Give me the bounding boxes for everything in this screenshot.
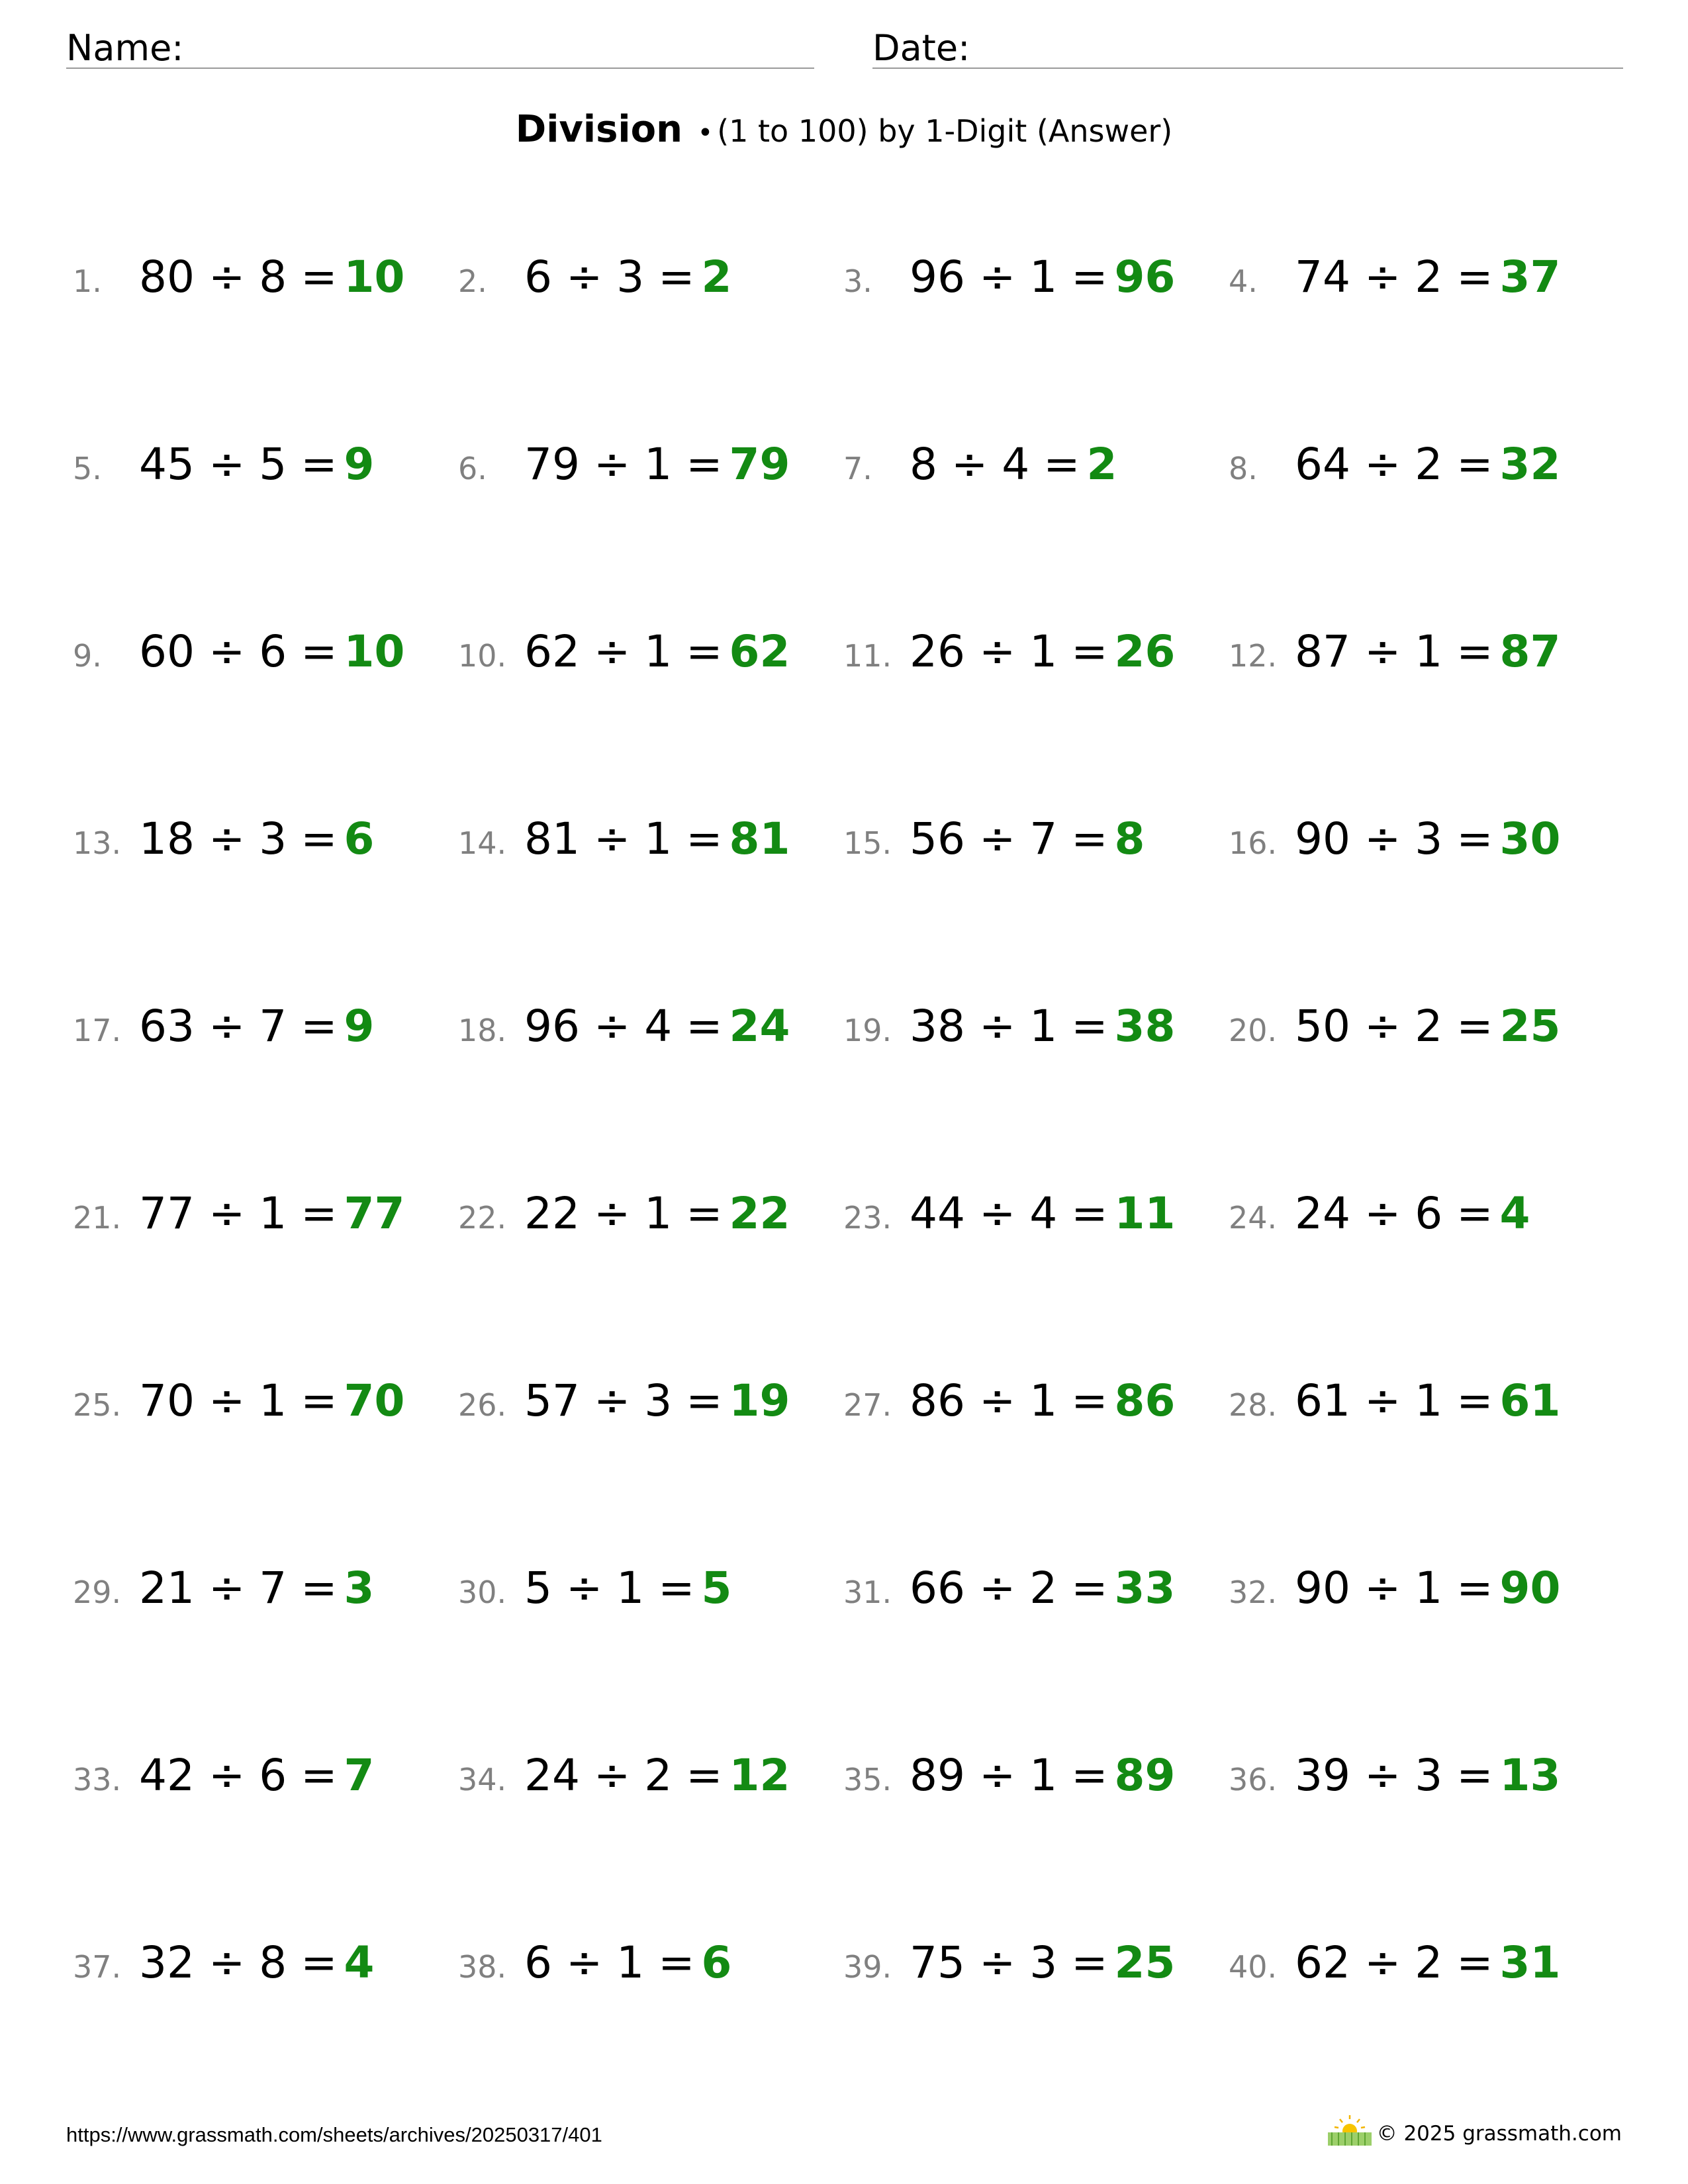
problem-answer: 9 [344,439,375,490]
problem-answer: 9 [344,1001,375,1052]
problem-answer: 31 [1499,1937,1561,1988]
problem-number: 30. [458,1574,507,1610]
problem-answer: 5 [701,1563,732,1614]
problem-answer: 4 [1499,1188,1530,1239]
problem-expression: 89 ÷ 1 = [910,1750,1108,1801]
problem-answer: 89 [1114,1750,1176,1801]
problem-expression: 62 ÷ 2 = [1295,1937,1493,1988]
problem-expression: 77 ÷ 1 = [139,1188,338,1239]
problem-item [843,1188,1227,1254]
problem-item [73,1563,457,1629]
problem-number: 34. [458,1762,507,1797]
problem-item [458,251,842,318]
problem-item [458,1375,842,1441]
problem-number: 3. [843,263,872,299]
problem-number: 6. [458,451,487,486]
problem-expression: 70 ÷ 1 = [139,1375,338,1426]
problem-item [458,813,842,880]
problem-item [73,1188,457,1254]
title-main: Division [515,108,682,151]
problem-number: 11. [843,638,892,674]
problem-expression: 75 ÷ 3 = [910,1937,1108,1988]
problem-expression: 24 ÷ 6 = [1295,1188,1493,1239]
problem-item [843,1563,1227,1629]
problem-item [1229,1375,1613,1441]
problem-answer: 3 [344,1563,375,1614]
problem-expression: 38 ÷ 1 = [910,1001,1108,1052]
problem-answer: 12 [729,1750,790,1801]
problem-answer: 79 [729,439,790,490]
problem-number: 22. [458,1200,507,1236]
problem-number: 13. [73,825,122,861]
problem-expression: 66 ÷ 2 = [910,1563,1108,1614]
problem-expression: 42 ÷ 6 = [139,1750,338,1801]
problem-answer: 26 [1114,626,1176,677]
problem-item [458,1001,842,1067]
problem-number: 35. [843,1762,892,1797]
problem-number: 19. [843,1013,892,1048]
problem-item [458,439,842,505]
problem-answer: 38 [1114,1001,1176,1052]
problem-number: 29. [73,1574,122,1610]
problem-answer: 4 [344,1937,375,1988]
problem-item [1229,1188,1613,1254]
problem-item [73,1750,457,1816]
problem-answer: 77 [344,1188,405,1239]
problem-answer: 22 [729,1188,790,1239]
date-label: Date: [872,27,970,69]
problem-number: 33. [73,1762,122,1797]
problem-expression: 44 ÷ 4 = [910,1188,1108,1239]
problem-answer: 70 [344,1375,405,1426]
problem-number: 40. [1229,1949,1278,1985]
problem-expression: 62 ÷ 1 = [524,626,723,677]
footer-copyright: © 2025 grassmath.com [1376,2122,1622,2146]
problem-number: 1. [73,263,102,299]
problem-item [73,1937,457,2003]
problem-item [1229,626,1613,692]
problem-expression: 50 ÷ 2 = [1295,1001,1493,1052]
problem-expression: 22 ÷ 1 = [524,1188,723,1239]
problem-expression: 39 ÷ 3 = [1295,1750,1493,1801]
problem-answer: 2 [1086,439,1117,490]
problem-expression: 56 ÷ 7 = [910,813,1108,864]
problem-expression: 90 ÷ 3 = [1295,813,1493,864]
problem-number: 39. [843,1949,892,1985]
problem-answer: 81 [729,813,790,864]
problem-number: 23. [843,1200,892,1236]
problem-item [458,1563,842,1629]
problem-answer: 32 [1499,439,1561,490]
problem-number: 10. [458,638,507,674]
problem-expression: 60 ÷ 6 = [139,626,338,677]
problem-number: 8. [1229,451,1258,486]
problem-item [458,1750,842,1816]
problem-number: 2. [458,263,487,299]
problem-expression: 26 ÷ 1 = [910,626,1108,677]
problem-answer: 6 [701,1937,732,1988]
problem-item [843,1001,1227,1067]
name-label: Name: [66,27,184,69]
problem-number: 24. [1229,1200,1278,1236]
problem-answer: 11 [1114,1188,1176,1239]
problem-item [843,813,1227,880]
problem-item [73,251,457,318]
problem-expression: 57 ÷ 3 = [524,1375,723,1426]
problem-answer: 30 [1499,813,1561,864]
problem-number: 36. [1229,1762,1278,1797]
problem-expression: 61 ÷ 1 = [1295,1375,1493,1426]
grass-sun-logo-icon [1327,2113,1373,2147]
problem-expression: 6 ÷ 1 = [524,1937,695,1988]
problem-item [843,1750,1227,1816]
problem-answer: 25 [1499,1001,1561,1052]
problem-expression: 8 ÷ 4 = [910,439,1080,490]
problem-expression: 81 ÷ 1 = [524,813,723,864]
problem-answer: 61 [1499,1375,1561,1426]
problem-number: 7. [843,451,872,486]
problem-number: 28. [1229,1387,1278,1423]
problem-expression: 6 ÷ 3 = [524,251,695,302]
problem-answer: 10 [344,251,405,302]
problem-expression: 86 ÷ 1 = [910,1375,1108,1426]
problem-number: 16. [1229,825,1278,861]
problem-number: 32. [1229,1574,1278,1610]
problem-item [1229,251,1613,318]
problem-number: 20. [1229,1013,1278,1048]
problem-number: 31. [843,1574,892,1610]
problem-number: 14. [458,825,507,861]
problem-answer: 8 [1114,813,1145,864]
problem-answer: 33 [1114,1563,1176,1614]
footer-url[interactable]: https://www.grassmath.com/sheets/archives/20250317/401 [66,2123,602,2146]
problem-item [73,626,457,692]
problem-number: 27. [843,1387,892,1423]
problem-item [1229,813,1613,880]
problem-number: 15. [843,825,892,861]
problem-answer: 10 [344,626,405,677]
problem-answer: 25 [1114,1937,1176,1988]
problem-answer: 62 [729,626,790,677]
problem-item [458,1937,842,2003]
problem-number: 9. [73,638,102,674]
problem-answer: 90 [1499,1563,1561,1614]
problem-expression: 96 ÷ 1 = [910,251,1108,302]
problem-item [1229,439,1613,505]
problem-item [73,439,457,505]
problem-item [843,439,1227,505]
problem-expression: 79 ÷ 1 = [524,439,723,490]
problem-expression: 90 ÷ 1 = [1295,1563,1493,1614]
problem-expression: 87 ÷ 1 = [1295,626,1493,677]
problem-number: 25. [73,1387,122,1423]
problem-item [73,813,457,880]
problem-expression: 32 ÷ 8 = [139,1937,338,1988]
problem-answer: 13 [1499,1750,1561,1801]
title-subtitle: (1 to 100) by 1-Digit (Answer) [717,113,1173,149]
problem-item [843,626,1227,692]
problem-expression: 80 ÷ 8 = [139,251,338,302]
problem-number: 37. [73,1949,122,1985]
problem-answer: 87 [1499,626,1561,677]
problem-expression: 63 ÷ 7 = [139,1001,338,1052]
problem-number: 17. [73,1013,122,1048]
problem-item [1229,1563,1613,1629]
problem-number: 5. [73,451,102,486]
problem-expression: 74 ÷ 2 = [1295,251,1493,302]
problem-expression: 5 ÷ 1 = [524,1563,695,1614]
problem-answer: 37 [1499,251,1561,302]
problem-item [843,1375,1227,1441]
problem-expression: 64 ÷ 2 = [1295,439,1493,490]
problem-number: 38. [458,1949,507,1985]
problem-number: 18. [458,1013,507,1048]
problem-answer: 19 [729,1375,790,1426]
problem-item [1229,1750,1613,1816]
problem-item [458,1188,842,1254]
problem-number: 21. [73,1200,122,1236]
problem-expression: 21 ÷ 7 = [139,1563,338,1614]
problem-number: 26. [458,1387,507,1423]
title-bullet: • [697,118,714,148]
problem-expression: 45 ÷ 5 = [139,439,338,490]
problem-expression: 96 ÷ 4 = [524,1001,723,1052]
problem-item [843,251,1227,318]
problem-item [1229,1937,1613,2003]
problem-expression: 18 ÷ 3 = [139,813,338,864]
problem-answer: 24 [729,1001,790,1052]
problem-expression: 24 ÷ 2 = [524,1750,723,1801]
problem-item [73,1375,457,1441]
problem-number: 12. [1229,638,1278,674]
problem-item [458,626,842,692]
problem-answer: 86 [1114,1375,1176,1426]
problem-answer: 6 [344,813,375,864]
problem-item [843,1937,1227,2003]
problem-item [73,1001,457,1067]
problem-answer: 2 [701,251,732,302]
problem-number: 4. [1229,263,1258,299]
problem-item [1229,1001,1613,1067]
problem-answer: 96 [1114,251,1176,302]
problem-answer: 7 [344,1750,375,1801]
